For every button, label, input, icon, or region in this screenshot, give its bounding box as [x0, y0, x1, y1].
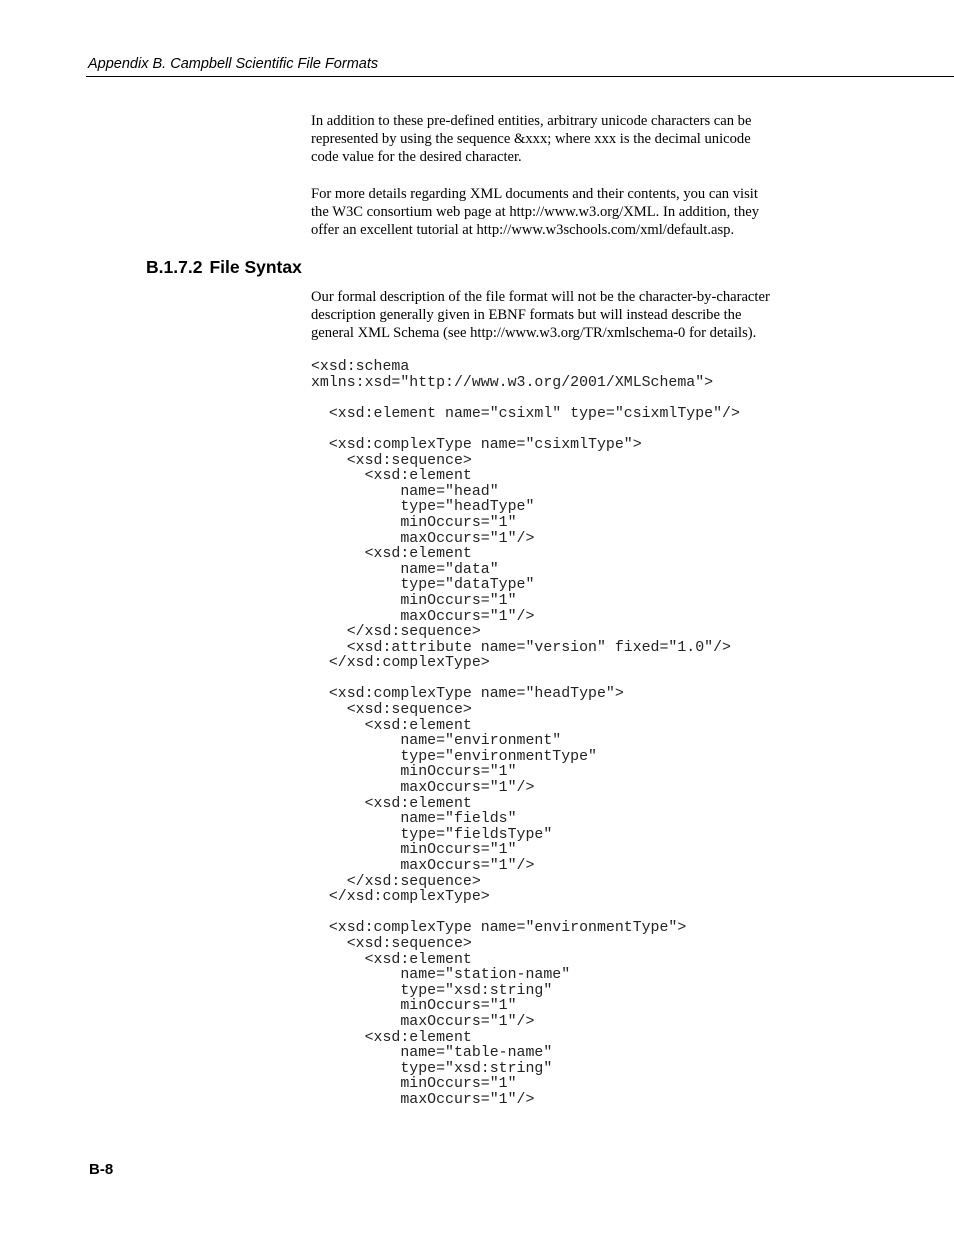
text-line: general XML Schema (see http://www.w3.org/TR/xmlschema-0 for details).	[311, 325, 757, 341]
text-line: code value for the desired character.	[311, 149, 522, 165]
text-line: In addition to these pre-defined entities, arbitrary unicode characters can be	[311, 113, 752, 129]
paragraph-syntax-intro	[311, 288, 821, 342]
text-line: Our formal description of the file format will not be the character-by-character	[311, 289, 770, 305]
paragraph-unicode-entities	[311, 112, 821, 166]
page-number: B-8	[89, 1161, 114, 1178]
text-line: For more details regarding XML documents and their contents, you can visit	[311, 186, 758, 202]
text-line: description generally given in EBNF formats but will instead describe the	[311, 307, 742, 323]
section-heading	[146, 256, 302, 278]
section-title: File Syntax	[209, 257, 302, 277]
section-number: B.1.7.2	[146, 257, 203, 277]
paragraph-xml-details	[311, 185, 821, 239]
xsd-schema-code-listing: <xsd:schema xmlns:xsd="http://www.w3.org/2001/XMLSchema"> <xsd:element name="csixml" type="csixmlType"/> <xsd:complexType name="csixmlType"> <xsd:sequence> <xsd:element name="head" type="headType" minOccurs="1" maxOccurs="1"/> <xsd:element name="data" type="dataType" minOccurs="1" maxOccurs="1"/> </xsd:sequence> <xsd:attribute name="version" fixed="1.0"/> </xsd:complexType> <xsd:complexType name="headType"> <xsd:sequence> <xsd:element name="environment" type="environmentType" minOccurs="1" maxOccurs="1"/> <xsd:element name="fields" type="fieldsType" minOccurs="1" maxOccurs="1"/> </xsd:sequence> </xsd:complexType> <xsd:complexType name="environmentType"> <xsd:sequence> <xsd:element name="station-name" type="xsd:string" minOccurs="1" maxOccurs="1"/> <xsd:element name="table-name" type="xsd:string" minOccurs="1" maxOccurs="1"/>	[311, 359, 740, 1108]
text-line: represented by using the sequence &xxx; where xxx is the decimal unicode	[311, 131, 751, 147]
text-line: offer an excellent tutorial at http://www.w3schools.com/xml/default.asp.	[311, 222, 735, 238]
running-header: Appendix B. Campbell Scientific File Formats	[88, 56, 379, 72]
header-rule	[86, 76, 954, 77]
text-line: the W3C consortium web page at http://www.w3.org/XML. In addition, they	[311, 204, 760, 220]
